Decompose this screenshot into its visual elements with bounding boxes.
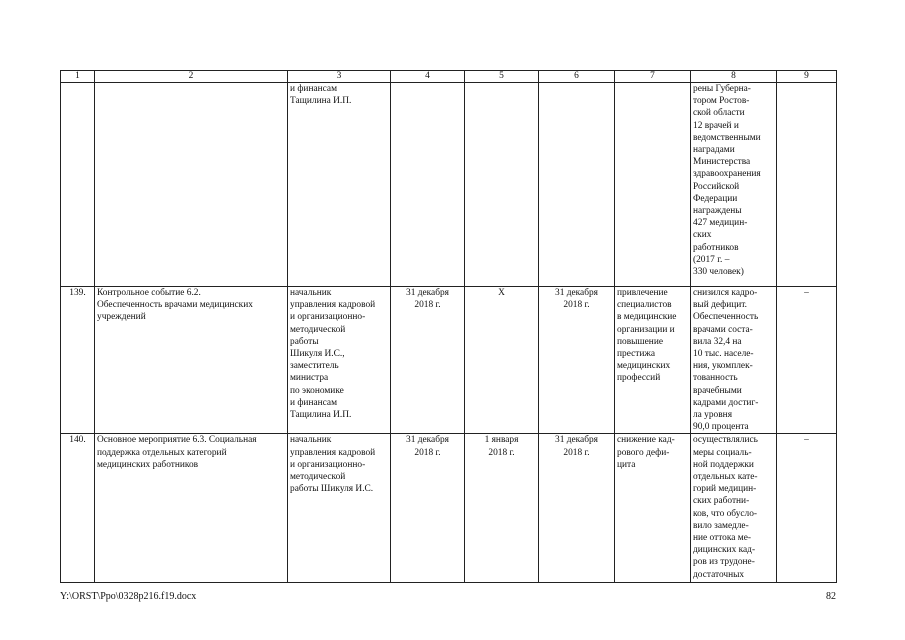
actual-result-cell: снизился кадро- вый дефицит. Обеспеченность врачами соста- вила 32,4 на 10 тыс. населе- ния, укомплек- тованность врачебными кадрами достиг- ла уровня 90,0 процента [691,287,777,434]
responsible-cell: начальник управления кадровой и организационно- методической работы Шикуля И.С., заместитель министра по экономике и финансам Тащилина И.П. [288,287,391,434]
actual-result-cell: рены Губерна- тором Ростов- ской области 12 врачей и ведомственными наградами Министерства здравоохранения Российской Федерации награждены 427 медицин- ских работников (2017 г. – 330 человек) [691,83,777,287]
expected-result-cell: снижение кад- рового дефи- цита [615,434,691,583]
responsible-cell: начальник управления кадровой и организационно- методической работы Шикуля И.С. [288,434,391,583]
column-number-cell: 1 [61,71,95,83]
table-row [61,434,837,583]
row-number-cell [61,83,95,287]
column-number-cell: 6 [539,71,615,83]
expected-result-cell [615,83,691,287]
row-number-cell: 139. [61,287,95,434]
table-row [61,287,837,434]
note-cell [777,83,837,287]
note-cell: – [777,287,837,434]
event-cell [95,83,288,287]
plan-end-cell: 31 декабря 2018 г. [539,434,615,583]
actual-start-cell [465,83,539,287]
page-number: 82 [826,591,836,602]
event-cell: Контрольное событие 6.2. Обеспеченность врачами медицинских учреждений [95,287,288,434]
plan-start-cell [391,83,465,287]
column-number-cell: 2 [95,71,288,83]
actual-start-cell: X [465,287,539,434]
plan-end-cell [539,83,615,287]
column-number-cell: 7 [615,71,691,83]
report-table [60,70,837,583]
column-number-cell: 9 [777,71,837,83]
footer-file-path: Y:\ORST\Ppo\0328p216.f19.docx [60,591,197,602]
actual-start-cell: 1 января 2018 г. [465,434,539,583]
column-number-cell: 3 [288,71,391,83]
plan-end-cell: 31 декабря 2018 г. [539,287,615,434]
plan-start-cell: 31 декабря 2018 г. [391,287,465,434]
actual-result-cell: осуществлялись меры социаль- ной поддержки отдельных кате- горий медицин- ских работни- ков, что обусло- вило замедле- ние оттока ме- дицинских кад- ров из трудоне- достаточных [691,434,777,583]
responsible-cell: и финансам Тащилина И.П. [288,83,391,287]
column-number-cell: 8 [691,71,777,83]
row-number-cell: 140. [61,434,95,583]
column-number-cell: 5 [465,71,539,83]
event-cell: Основное мероприятие 6.3. Социальная поддержка отдельных категорий медицинских работников [95,434,288,583]
column-number-row [61,71,837,83]
expected-result-cell: привлечение специалистов в медицинские организации и повышение престижа медицинских профессий [615,287,691,434]
plan-start-cell: 31 декабря 2018 г. [391,434,465,583]
note-cell: – [777,434,837,583]
column-number-cell: 4 [391,71,465,83]
table-row [61,83,837,287]
